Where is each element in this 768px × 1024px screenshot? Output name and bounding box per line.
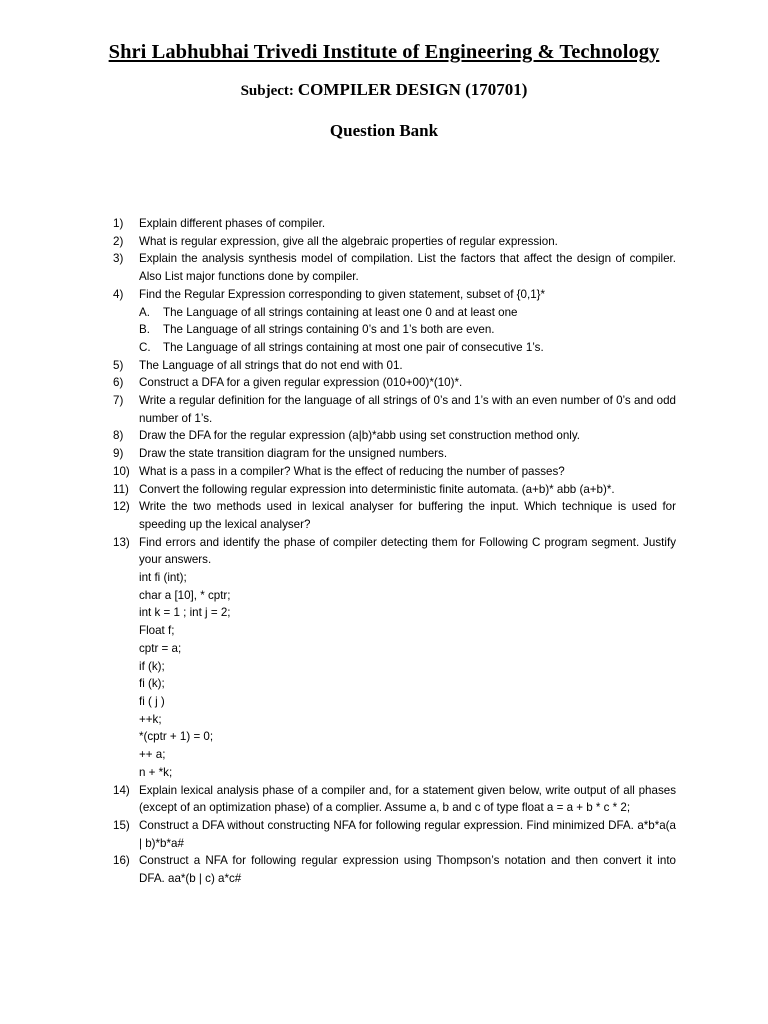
question-number: 16) bbox=[113, 854, 130, 868]
question-number: 10) bbox=[113, 464, 130, 478]
question-text: Convert the following regular expression into deterministic finite automata. (a+b)* abb (a+b)*. bbox=[139, 482, 615, 496]
code-line: fi (k); bbox=[139, 677, 165, 691]
question-item bbox=[113, 215, 676, 233]
question-number: 11) bbox=[113, 482, 129, 496]
question-item bbox=[113, 481, 676, 499]
question-text: Explain lexical analysis phase of a compiler and, for a statement given below, write output of all phases (except of an optimization phase) of a complier. Assume a, b and c of type float a = a + b * c * 2; bbox=[139, 783, 676, 815]
question-number: 9) bbox=[113, 447, 124, 461]
code-line: if (k); bbox=[139, 659, 165, 673]
sub-question bbox=[139, 304, 676, 322]
question-text: Construct a DFA without constructing NFA for following regular expression. Find minimized DFA. a*b*a(a | b)*b*a# bbox=[139, 818, 676, 850]
question-text: Write the two methods used in lexical analyser for buffering the input. Which technique is used for speeding up the lexical analyser? bbox=[139, 500, 676, 531]
question-text: Draw the DFA for the regular expression (a|b)*abb using set construction method only. bbox=[139, 429, 581, 443]
question-number: 8) bbox=[113, 429, 124, 443]
sub-question-text: The Language of all strings containing 0’s and 1’s both are even. bbox=[163, 323, 495, 337]
question-number: 1) bbox=[113, 217, 124, 230]
sub-question bbox=[139, 321, 676, 339]
sub-question-text: The Language of all strings containing at most one pair of consecutive 1’s. bbox=[163, 340, 544, 354]
code-line: int fi (int); bbox=[139, 571, 187, 585]
sub-question-label: B. bbox=[139, 323, 150, 337]
institute-title: Shri Labhubhai Trivedi Institute of Engineering & Technology bbox=[108, 41, 660, 63]
question-number: 6) bbox=[113, 376, 124, 390]
question-item bbox=[113, 852, 676, 887]
question-item bbox=[113, 286, 676, 357]
question-body bbox=[139, 534, 676, 782]
question-number: 2) bbox=[113, 234, 124, 248]
question-item bbox=[113, 233, 676, 251]
code-line: char a [10], * cptr; bbox=[139, 588, 231, 602]
document-heading: Question Bank bbox=[329, 121, 439, 140]
code-line: ++k; bbox=[139, 712, 162, 726]
question-item bbox=[113, 250, 676, 285]
code-line: cptr = a; bbox=[139, 641, 182, 655]
code-line: *(cptr + 1) = 0; bbox=[139, 730, 214, 744]
subject-name: COMPILER DESIGN (170701) bbox=[297, 80, 528, 99]
code-line: n + *k; bbox=[139, 765, 173, 779]
question-text: What is regular expression, give all the algebraic properties of regular expression. bbox=[139, 234, 558, 248]
question-text: Find errors and identify the phase of compiler detecting them for Following C program segment. Justify your answers. bbox=[139, 535, 676, 567]
question-number: 15) bbox=[113, 818, 130, 832]
question-item bbox=[113, 427, 676, 445]
sub-question bbox=[139, 339, 676, 357]
subject-label: Subject: bbox=[240, 83, 294, 99]
code-line: int k = 1 ; int j = 2; bbox=[139, 606, 231, 620]
question-text: The Language of all strings that do not end with 01. bbox=[139, 358, 403, 372]
question-item bbox=[113, 392, 676, 427]
question-item bbox=[113, 374, 676, 392]
question-item bbox=[113, 445, 676, 463]
question-text: Construct a DFA for a given regular expression (010+00)*(10)*. bbox=[139, 376, 463, 390]
question-number: 5) bbox=[113, 358, 124, 372]
question-text: Find the Regular Expression corresponding to given statement, subset of {0,1}* bbox=[139, 287, 546, 301]
sub-question-label: C. bbox=[139, 340, 151, 354]
question-item bbox=[113, 463, 676, 481]
question-number: 4) bbox=[113, 287, 124, 301]
question-number: 7) bbox=[113, 394, 124, 408]
question-number: 3) bbox=[113, 252, 124, 266]
question-item bbox=[113, 782, 676, 817]
question-text: What is a pass in a compiler? What is the effect of reducing the number of passes? bbox=[139, 464, 565, 478]
code-line: Float f; bbox=[139, 624, 175, 638]
question-list bbox=[113, 215, 676, 888]
question-number: 13) bbox=[113, 535, 130, 549]
question-number: 14) bbox=[113, 783, 130, 797]
question-text: Write a regular definition for the language of all strings of 0’s and 1’s with an even number of 0’s and odd number of 1’s. bbox=[139, 394, 676, 425]
subject-line bbox=[0, 80, 768, 100]
question-text: Explain the analysis synthesis model of compilation. List the factors that affect the design of compiler. Also List major functions done by compiler. bbox=[139, 252, 676, 284]
question-item bbox=[113, 817, 676, 852]
question-body bbox=[139, 286, 676, 357]
code-line: ++ a; bbox=[139, 748, 166, 762]
sub-question-text: The Language of all strings containing at least one 0 and at least one bbox=[163, 305, 518, 319]
question-item bbox=[113, 498, 676, 533]
sub-question-label: A. bbox=[139, 305, 150, 319]
question-text: Draw the state transition diagram for the unsigned numbers. bbox=[139, 447, 448, 461]
question-item bbox=[113, 534, 676, 782]
code-line: fi ( j ) bbox=[139, 694, 165, 708]
question-text: Explain different phases of compiler. bbox=[139, 217, 326, 230]
question-text: Construct a NFA for following regular expression using Thompson’s notation and then convert it into DFA. aa*(b | c) a*c# bbox=[139, 854, 676, 886]
code-block bbox=[139, 569, 676, 781]
question-number: 12) bbox=[113, 500, 130, 514]
question-item bbox=[113, 357, 676, 375]
